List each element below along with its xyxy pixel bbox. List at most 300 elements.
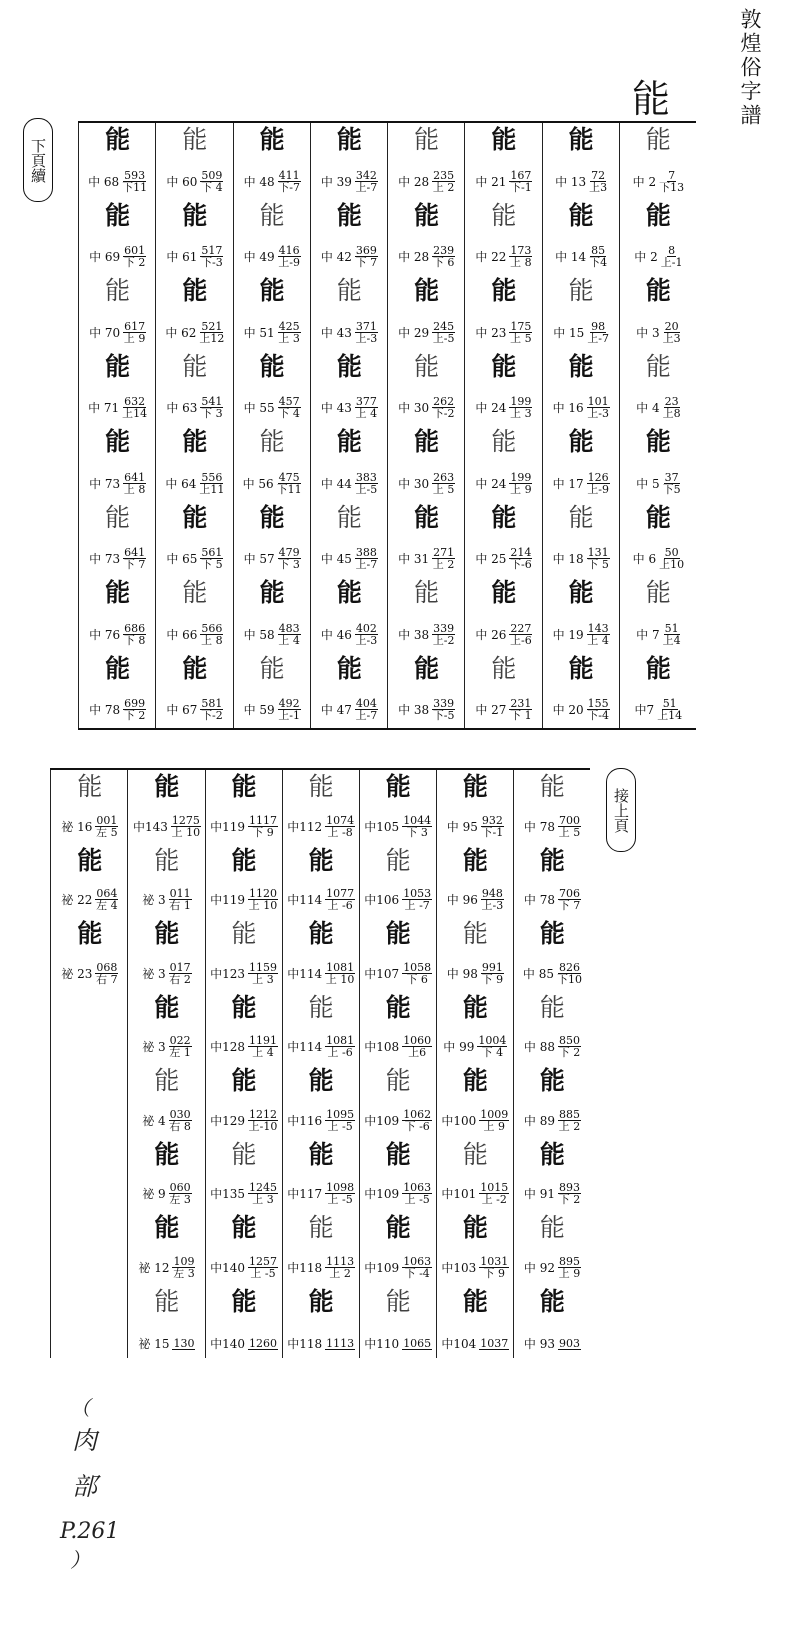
- variant-glyph: 能: [231, 1213, 257, 1242]
- glyph-entry: [543, 274, 620, 350]
- page-number: 377: [355, 395, 377, 408]
- line-position: 上 -5: [404, 1193, 430, 1206]
- source-reference: [620, 321, 697, 344]
- page-number: 50: [664, 546, 679, 559]
- manuscript-id: 中129: [210, 1113, 245, 1128]
- manuscript-id: 中143: [132, 819, 168, 834]
- line-locator: [123, 547, 146, 570]
- source-reference: [437, 815, 514, 838]
- line-locator: [248, 1338, 278, 1350]
- variant-glyph: 能: [491, 653, 517, 683]
- glyph-entry: [388, 199, 465, 275]
- source-reference: [156, 321, 233, 344]
- page-number: 20: [664, 319, 679, 333]
- glyph-entry: [620, 425, 697, 501]
- line-locator: [402, 888, 432, 911]
- source-reference: [543, 170, 620, 193]
- glyph-entry: [206, 1064, 283, 1138]
- source-reference: [543, 396, 620, 419]
- line-position: 上-5: [355, 482, 378, 496]
- line-locator: [589, 245, 607, 268]
- variant-glyph: 能: [77, 845, 103, 875]
- page-number: 593: [124, 168, 146, 182]
- glyph-entry: [311, 652, 388, 728]
- glyph-entry: [620, 350, 697, 426]
- line-position: 下 2: [558, 1046, 581, 1059]
- glyph-entry: [128, 770, 205, 844]
- glyph-entry: [128, 917, 205, 991]
- variant-glyph: 能: [231, 772, 257, 801]
- variant-glyph: 能: [645, 427, 671, 456]
- glyph-entry: [360, 1285, 437, 1359]
- glyph-entry: [514, 1064, 591, 1138]
- glyph-entry: [465, 350, 542, 426]
- source-reference: [543, 547, 620, 570]
- source-reference: [388, 396, 465, 419]
- glyph-entry: [620, 652, 697, 728]
- variant-glyph: 能: [154, 772, 180, 801]
- line-locator: [325, 962, 355, 985]
- line-position: 上 4: [252, 1046, 274, 1059]
- glyph-entry: [311, 199, 388, 275]
- glyph-entry: [437, 844, 514, 918]
- glyph-entry: [465, 652, 542, 728]
- variant-glyph: 能: [182, 578, 208, 607]
- variant-glyph: 能: [154, 845, 180, 875]
- manuscript-id: 中 24: [475, 401, 507, 415]
- glyph-entry: [234, 425, 311, 501]
- line-position: 上 8: [510, 256, 532, 269]
- glyph-entry: [620, 576, 697, 652]
- source-reference: [360, 1182, 437, 1205]
- source-reference: [388, 698, 465, 721]
- variant-glyph: 能: [568, 578, 594, 607]
- source-reference: [128, 1182, 205, 1205]
- source-reference: [79, 623, 156, 646]
- variant-glyph: 能: [336, 502, 362, 532]
- manuscript-id: 中106: [364, 893, 400, 907]
- manuscript-id: 中 66: [166, 627, 198, 642]
- page-number: 1063: [403, 1181, 432, 1194]
- page-number: 1159: [249, 960, 277, 974]
- variant-glyph: 能: [308, 772, 334, 801]
- line-locator: [355, 170, 378, 193]
- page-number: 167: [510, 168, 532, 182]
- manuscript-id: 中118: [287, 1260, 323, 1275]
- page-number: 948: [481, 887, 503, 900]
- line-locator: [200, 170, 223, 193]
- line-locator: [169, 888, 192, 911]
- glyph-entry: [128, 844, 205, 918]
- glyph-entry: [206, 991, 283, 1065]
- line-position: 上 2: [558, 1119, 581, 1133]
- page-number: 131: [587, 546, 609, 559]
- variant-glyph: 能: [385, 919, 411, 948]
- line-locator: [122, 170, 147, 193]
- manuscript-id: 中 29: [398, 325, 430, 340]
- glyph-entry: [388, 274, 465, 350]
- variant-glyph: 能: [414, 427, 440, 456]
- glyph-entry: [283, 991, 360, 1065]
- line-locator: [479, 1109, 509, 1132]
- source-reference: [620, 170, 697, 193]
- page-number: 011: [169, 887, 191, 900]
- glyph-entry: [543, 501, 620, 577]
- page-number: 1063: [403, 1254, 432, 1268]
- manuscript-id: 祕 12: [138, 1260, 170, 1275]
- manuscript-id: 中 76: [89, 627, 121, 642]
- source-reference: [465, 472, 542, 495]
- glyph-entry: [360, 770, 437, 844]
- page-number: 492: [278, 697, 300, 710]
- line-locator: [199, 321, 224, 344]
- variant-glyph: 能: [231, 845, 257, 875]
- source-reference: [543, 472, 620, 495]
- variant-glyph: 能: [259, 653, 285, 683]
- glyph-column: [513, 770, 591, 1358]
- manuscript-id: 中118: [287, 1337, 323, 1351]
- glyph-entry: [79, 123, 156, 199]
- page-number: 37: [664, 470, 679, 484]
- page-number: 1009: [480, 1107, 509, 1121]
- glyph-column: [359, 770, 437, 1358]
- line-position: 下 1: [510, 709, 532, 722]
- manuscript-id: 中 89: [523, 1113, 555, 1128]
- page-number: 411: [278, 168, 300, 182]
- source-reference: [311, 472, 388, 495]
- variant-glyph: 能: [259, 276, 285, 305]
- manuscript-id: 中 70: [89, 325, 121, 340]
- line-position: 上 -5: [327, 1119, 353, 1133]
- line-position: 下 2: [558, 1193, 581, 1206]
- page-number: 173: [510, 244, 532, 257]
- variant-glyph: 能: [568, 351, 594, 381]
- variant-glyph: 能: [259, 502, 285, 532]
- glyph-entry: [206, 917, 283, 991]
- manuscript-id: 中 78: [523, 819, 555, 834]
- line-locator: [479, 1182, 509, 1205]
- line-locator: [479, 1338, 509, 1350]
- source-reference: [514, 1335, 591, 1352]
- line-locator: [169, 1035, 192, 1058]
- glyph-entry: [234, 123, 311, 199]
- line-position: 上 10: [248, 899, 278, 912]
- line-locator: [663, 396, 681, 419]
- line-position: 上 9: [123, 331, 146, 345]
- line-locator: [325, 1035, 355, 1058]
- manuscript-id: 中 99: [443, 1040, 475, 1054]
- line-locator: [432, 170, 455, 193]
- line-position: 上-3: [355, 331, 378, 345]
- line-locator: [123, 623, 146, 646]
- variant-glyph: 能: [308, 919, 334, 948]
- line-locator: [325, 1256, 355, 1279]
- manuscript-id: 中 3: [636, 325, 660, 340]
- variant-glyph: 能: [259, 200, 285, 230]
- variant-glyph: 能: [414, 125, 440, 154]
- page-number: 235: [433, 168, 455, 182]
- line-locator: [558, 1256, 581, 1279]
- source-reference: [156, 698, 233, 721]
- line-position: 上 10: [171, 825, 201, 839]
- line-locator: [663, 321, 681, 344]
- source-reference: [388, 321, 465, 344]
- line-position: 左 3: [169, 1193, 191, 1206]
- line-locator: [661, 245, 683, 268]
- line-position: 下-7: [278, 180, 301, 194]
- manuscript-id: 祕 22: [61, 893, 93, 907]
- source-reference: [234, 623, 311, 646]
- page-number: 885: [558, 1107, 580, 1121]
- page-number: 1053: [403, 887, 432, 900]
- line-position: 下10: [556, 972, 582, 986]
- line-position: 上-10: [248, 1119, 278, 1133]
- manuscript-id: 祕 3: [142, 1040, 166, 1054]
- glyph-entry: [514, 991, 591, 1065]
- manuscript-id: 中 56: [242, 476, 274, 491]
- line-locator: [558, 1035, 581, 1058]
- page-number: 1095: [326, 1107, 355, 1121]
- source-reference: [283, 962, 360, 985]
- line-position: 下 5: [587, 558, 609, 571]
- source-reference: [156, 396, 233, 419]
- variant-glyph: 能: [336, 578, 362, 607]
- glyph-entry: [388, 425, 465, 501]
- source-reference: [514, 1035, 591, 1058]
- variant-glyph: 能: [308, 1139, 334, 1169]
- line-locator: [479, 1256, 509, 1279]
- manuscript-id: 中 2: [632, 174, 657, 189]
- line-locator: [355, 547, 378, 570]
- source-reference: [283, 1109, 360, 1132]
- line-position: 下 9: [483, 1266, 506, 1280]
- manuscript-id: 中128: [210, 1040, 245, 1054]
- glyph-entry: [51, 770, 128, 844]
- page-number: 339: [433, 621, 455, 635]
- variant-glyph: 能: [308, 1213, 334, 1242]
- line-position: 上-5: [432, 331, 455, 345]
- line-locator: [481, 815, 504, 838]
- close-paren: ）: [70, 1548, 90, 1572]
- line-position: 下11: [122, 180, 148, 194]
- source-reference: [206, 888, 283, 911]
- glyph-entry: [543, 350, 620, 426]
- page-number: 383: [355, 470, 377, 484]
- source-reference: [128, 1335, 205, 1352]
- glyph-entry: [437, 991, 514, 1065]
- source-reference: [620, 245, 697, 268]
- page-number: 932: [481, 813, 503, 827]
- line-locator: [278, 698, 301, 721]
- variant-glyph: 能: [105, 125, 131, 154]
- manuscript-id: 中109: [364, 1260, 400, 1275]
- glyph-column: [542, 123, 620, 728]
- page-number: 51: [662, 697, 677, 710]
- variant-glyph: 能: [259, 125, 285, 154]
- variant-glyph: 能: [336, 351, 362, 381]
- page-number: 227: [510, 621, 532, 635]
- manuscript-id: 中 96: [446, 893, 478, 907]
- glyph-entry: [156, 576, 233, 652]
- line-locator: [659, 547, 684, 570]
- line-locator: [278, 623, 301, 646]
- manuscript-id: 中 30: [398, 476, 430, 491]
- line-position: 上 5: [558, 825, 581, 839]
- page-number: 1260: [249, 1336, 277, 1350]
- manuscript-id: 中 88: [523, 1040, 555, 1054]
- manuscript-id: 中 20: [552, 703, 584, 717]
- source-reference: [437, 962, 514, 985]
- manuscript-id: 中 44: [320, 476, 352, 491]
- glyph-entry: [79, 274, 156, 350]
- source-reference: [388, 547, 465, 570]
- line-locator: [248, 962, 278, 985]
- line-position: 上11: [199, 482, 225, 496]
- manuscript-id: 中 38: [398, 627, 430, 642]
- line-position: 上 -5: [250, 1266, 276, 1280]
- manuscript-id: 祕 4: [142, 1113, 166, 1128]
- variant-glyph: 能: [308, 992, 334, 1022]
- glyph-entry: [437, 1138, 514, 1212]
- source-reference: [514, 1182, 591, 1205]
- page-number: 483: [278, 621, 300, 635]
- page-number: 1191: [249, 1034, 277, 1047]
- source-reference: [465, 623, 542, 646]
- variant-glyph: 能: [539, 772, 565, 801]
- continued-from-previous-page-label: 接上頁: [606, 768, 636, 852]
- variant-glyph: 能: [182, 276, 208, 305]
- glyph-entry: [388, 350, 465, 426]
- variant-glyph: 能: [105, 200, 131, 230]
- glyph-entry: [206, 770, 283, 844]
- glyph-entry: [51, 917, 128, 991]
- page-number: 1081: [326, 1034, 355, 1047]
- line-locator: [278, 170, 301, 193]
- variant-glyph: 能: [154, 1286, 180, 1316]
- manuscript-id: 中100: [441, 1113, 477, 1128]
- line-position: 下 7: [355, 256, 378, 269]
- page-number: 7: [668, 168, 676, 182]
- page-number: 617: [124, 319, 146, 333]
- handwritten-page-number: P.261: [60, 1519, 120, 1544]
- manuscript-id: 中 19: [552, 627, 584, 642]
- page-number: 581: [201, 697, 223, 710]
- manuscript-id: 中108: [364, 1040, 400, 1054]
- variant-glyph: 能: [336, 200, 362, 230]
- source-reference: [360, 962, 437, 985]
- line-position: 上-7: [355, 709, 378, 722]
- line-locator: [122, 396, 147, 419]
- glyph-column: [127, 770, 205, 1358]
- open-paren: （: [70, 1396, 90, 1420]
- line-position: 下 7: [558, 899, 581, 912]
- line-locator: [432, 245, 455, 268]
- line-locator: [558, 888, 581, 911]
- variant-glyph: 能: [385, 1139, 411, 1169]
- page-number: 369: [355, 244, 377, 257]
- line-position: 下 9: [481, 972, 504, 986]
- variant-glyph: 能: [385, 1066, 411, 1095]
- page-number: 001: [96, 813, 118, 827]
- line-locator: [402, 1109, 432, 1132]
- line-position: 下 7: [123, 558, 146, 571]
- line-locator: [95, 815, 118, 838]
- manuscript-id: 祕 15: [138, 1337, 170, 1351]
- page-number: 1212: [249, 1107, 277, 1121]
- variant-glyph: 能: [462, 1066, 488, 1095]
- line-locator: [509, 547, 532, 570]
- manuscript-id: 中104: [441, 1337, 477, 1351]
- manuscript-id: 中107: [364, 966, 400, 981]
- line-locator: [95, 962, 118, 985]
- variant-glyph: 能: [308, 1066, 334, 1095]
- glyph-entry: [206, 1285, 283, 1359]
- line-position: 上-2: [432, 633, 455, 647]
- line-position: 上 -8: [327, 825, 353, 839]
- manuscript-id: 中 42: [320, 250, 352, 264]
- line-locator: [402, 962, 432, 985]
- page-number: 561: [201, 546, 223, 559]
- manuscript-id: 中 22: [475, 250, 507, 264]
- variant-glyph: 能: [182, 200, 208, 230]
- glyph-entry: [128, 991, 205, 1065]
- page-number: 699: [124, 697, 146, 710]
- source-reference: [388, 472, 465, 495]
- page-number: 175: [510, 319, 532, 333]
- source-reference: [128, 962, 205, 985]
- line-position: 上 5: [510, 331, 532, 345]
- variant-glyph: 能: [539, 1213, 565, 1242]
- page-number: 23: [664, 395, 679, 408]
- glyph-entry: [234, 274, 311, 350]
- variant-glyph: 能: [154, 919, 180, 948]
- variant-glyph: 能: [385, 992, 411, 1022]
- source-reference: [206, 1109, 283, 1132]
- source-reference: [437, 1335, 514, 1352]
- line-locator: [325, 1182, 355, 1205]
- source-reference: [206, 1335, 283, 1352]
- variant-glyph: 能: [491, 276, 517, 305]
- source-reference: [283, 1182, 360, 1205]
- page-number: 1081: [326, 960, 355, 974]
- variant-glyph: 能: [414, 578, 440, 607]
- variant-glyph: 能: [385, 845, 411, 875]
- line-position: 下-1: [481, 825, 504, 839]
- line-locator: [509, 170, 532, 193]
- page-number: 030: [169, 1107, 191, 1121]
- variant-glyph: 能: [336, 653, 362, 683]
- line-position: 上-1: [278, 709, 301, 722]
- manuscript-id: 中117: [287, 1187, 323, 1201]
- line-position: 右 2: [169, 972, 191, 986]
- source-reference: [620, 396, 697, 419]
- line-position: 上-1: [660, 256, 683, 269]
- source-reference: [156, 623, 233, 646]
- glyph-entry: [79, 350, 156, 426]
- page-number: 1065: [403, 1336, 432, 1350]
- variant-glyph: 能: [182, 502, 208, 532]
- line-locator: [558, 815, 581, 838]
- source-reference: [465, 170, 542, 193]
- line-position: 上10: [659, 558, 685, 571]
- line-locator: [248, 1182, 278, 1205]
- glyph-entry: [437, 770, 514, 844]
- glyph-entry: [620, 501, 697, 577]
- page-number: 1044: [403, 813, 432, 827]
- manuscript-id: 中 62: [165, 325, 197, 340]
- variant-glyph: 能: [645, 351, 671, 381]
- glyph-entry: [543, 576, 620, 652]
